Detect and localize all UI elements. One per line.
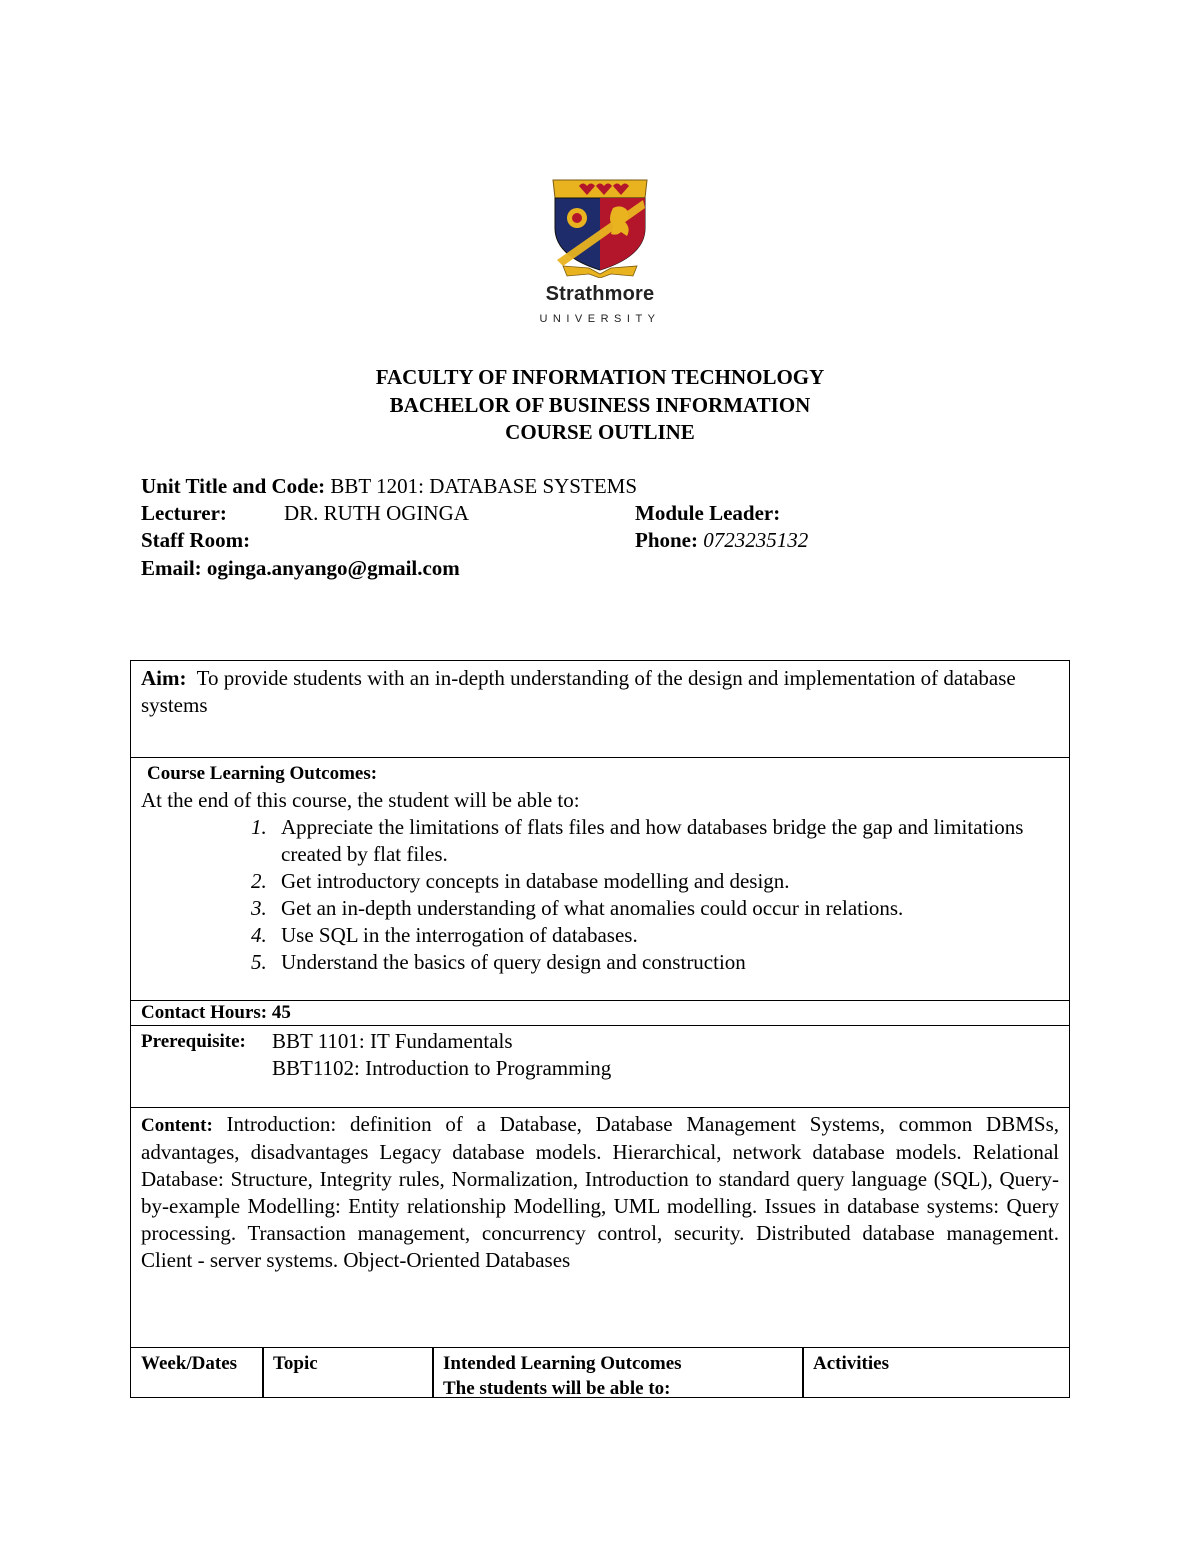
aim-cell: [130, 660, 1070, 758]
content-text: Introduction: definition of a Database, Database Management Systems, common DBMSs, advantages, disadvantages Legacy database models. Hierarchical, network database models. Relational Database: Structure, Integrity rules, Normalization, Introduction to standard query language (SQL), Query-by-example Modelling: Entity relationship Modelling, UML modelling. Issues in database systems: Query processing. Transaction management, concurrency control, security. Distributed database management. Client - server systems. Object-Oriented Databases: [141, 1112, 1059, 1272]
email-label: Email:: [141, 556, 202, 580]
week-dates-header: Week/Dates: [130, 1347, 264, 1398]
phone-label: Phone:: [635, 528, 698, 552]
staff-room-label: Staff Room:: [141, 528, 251, 552]
outcomes-intro: At the end of this course, the student will be able to:: [141, 788, 580, 812]
prerequisite-line-2: BBT1102: Introduction to Programming: [272, 1056, 612, 1080]
lecturer-value: DR. RUTH OGINGA: [284, 501, 469, 525]
activities-header: Activities: [802, 1347, 1070, 1398]
outcomes-label: Course Learning Outcomes:: [147, 763, 378, 784]
faculty-heading: FACULTY OF INFORMATION TECHNOLOGY: [375, 365, 825, 389]
crest-icon: [549, 178, 651, 278]
outcome-item: 5. Understand the basics of query design and construction: [251, 950, 746, 974]
phone-row: [635, 528, 808, 553]
ilo-header: [432, 1347, 804, 1398]
phone-value: 0723235132: [703, 528, 809, 552]
aim-label: Aim:: [141, 666, 187, 690]
university-logo: [540, 178, 660, 278]
email-row: [141, 556, 460, 581]
aim-text: To provide students with an in-depth understanding of the design and implementation of database systems: [141, 666, 1016, 717]
ilo-header-line-2: The students will be able to:: [443, 1378, 671, 1399]
program-heading: BACHELOR OF BUSINESS INFORMATION: [389, 393, 811, 417]
unit-title-row: [141, 474, 637, 499]
unit-value: BBT 1201: DATABASE SYSTEMS: [330, 474, 637, 498]
university-name: Strathmore: [545, 283, 655, 305]
unit-label: Unit Title and Code:: [141, 474, 326, 498]
outcome-item: 2. Get introductory concepts in database modelling and design.: [251, 869, 790, 893]
contact-hours-label: Contact Hours: 45: [141, 1002, 291, 1023]
contact-hours-cell: [130, 1000, 1070, 1026]
email-value[interactable]: oginga.anyango@gmail.com: [206, 556, 460, 580]
lecturer-label: Lecturer:: [141, 501, 227, 525]
ilo-header-line-1: Intended Learning Outcomes: [443, 1353, 682, 1374]
module-leader-label: Module Leader:: [635, 501, 781, 525]
content-cell: [130, 1107, 1070, 1348]
outcomes-cell: [130, 757, 1070, 1001]
prerequisite-cell: [130, 1025, 1070, 1108]
document-heading: COURSE OUTLINE: [505, 420, 695, 444]
university-subtitle: UNIVERSITY: [539, 313, 661, 325]
outcome-item: 1. Appreciate the limitations of flats files and how databases bridge the gap and limitations created by flat files.: [251, 815, 1024, 866]
prerequisite-label: Prerequisite:: [141, 1031, 246, 1052]
outcome-item: 4. Use SQL in the interrogation of databases.: [251, 923, 638, 947]
outcome-item: 3. Get an in-depth understanding of what anomalies could occur in relations.: [251, 896, 904, 920]
content-label: Content:: [141, 1115, 213, 1136]
topic-header: Topic: [262, 1347, 434, 1398]
prerequisite-line-1: BBT 1101: IT Fundamentals: [272, 1029, 513, 1053]
